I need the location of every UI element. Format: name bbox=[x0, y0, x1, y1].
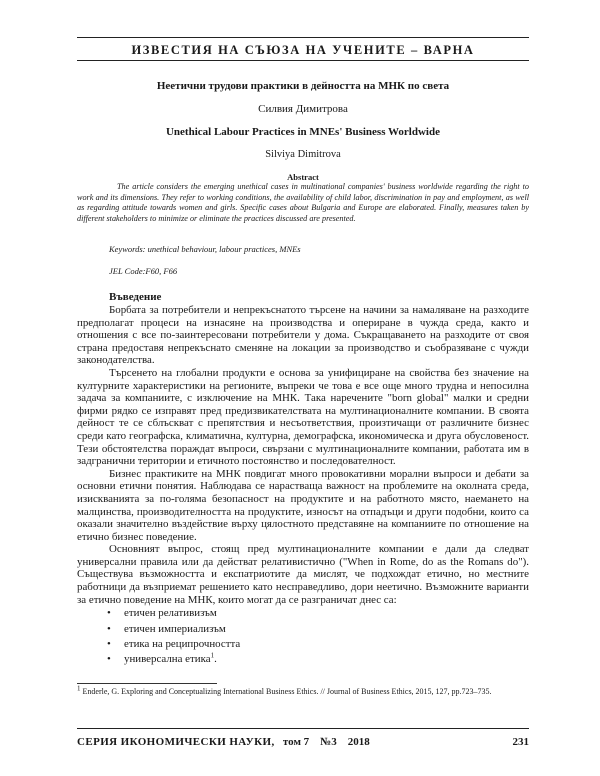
paragraph: Основният въпрос, стоящ пред мултинационалните компании е дали да следват универсални правила или да действат релативистично ("When in Rome, do as the Romans do"). Съществува възможността и експатриотите да мислят, че подхождат етично, но местните работници да възприемат решението като несправедливо, дори неетично. Възможните варианти за етично поведение на МНК, които могат да се разграничат днес са: bbox=[77, 543, 529, 606]
paragraph: Търсенето на глобални продукти е основа за унифициране на свойства без значение на културните характеристики на регионите, въпреки че това е все още много трудна и непосилна задача за компаниите, с изключение на МНК. Така наречените "born global" малки и средни фирми рядко се изправят пред предизвикателствата на мултинационалните компании. В своята дейност те се сблъскват с препятствия и несъответствия, произтичащи от различните бизнес среди като географска, климатична, културна, демографска, икономическа и друга обусловеност. Тези обстоятелства пораждат въпроси, свързани с мултинационалните компании, работата им в задгранични територии и етичното постоянство и последователност. bbox=[77, 366, 529, 468]
page-number: 231 bbox=[512, 736, 529, 748]
abstract-heading: Abstract bbox=[287, 172, 319, 182]
body-text bbox=[77, 304, 529, 668]
list-item: • етичен релативизъм bbox=[77, 606, 529, 621]
paragraph: Борбата за потребители и непрекъснатото търсене на начини за намаляване на разходите предполагат процеси на изнасяне на производства и опериране в чужда среда, както и отношения с все по-заинтересовани потребители у дома. Съкращаването на разходите от своя страна предоставя непрекъснато сменяне на локации за производство и съобразяване с чужди законодателства. bbox=[77, 304, 529, 367]
ethics-variants-list bbox=[77, 606, 529, 668]
footer-series: СЕРИЯ ИКОНОМИЧЕСКИ НАУКИ, bbox=[77, 736, 275, 748]
footnote-mark: 1 bbox=[77, 684, 81, 693]
bullet-icon: • bbox=[107, 607, 111, 620]
footnote bbox=[77, 684, 529, 698]
section-title: Въведение bbox=[109, 291, 162, 303]
footer-year: 2018 bbox=[347, 736, 370, 748]
header-bottom-rule bbox=[77, 60, 529, 61]
abstract-text: The article considers the emerging unethical cases in multinational companies' business worldwide regarding the right to work and its dimensions. They refer to working conditions, the availability of child labor, discrimination in pay and employment, as well as regarding attitude towards women and girls. Specific cases about Bulgaria and Europe are elaborated. Finally, measures taken by different stakeholders to minimize or eliminate the practices discussed are presented. bbox=[77, 182, 529, 223]
article-title-en: Unethical Labour Practices in MNEs' Business Worldwide bbox=[165, 126, 440, 138]
author-en: Silviya Dimitrova bbox=[265, 149, 341, 160]
keywords: Keywords: unethical behaviour, labour practices, MNEs bbox=[109, 244, 301, 254]
author-bg: Силвия Димитрова bbox=[258, 103, 348, 115]
footnote-rule bbox=[77, 683, 217, 684]
bullet-icon: • bbox=[107, 622, 111, 635]
footer-rule bbox=[77, 728, 529, 729]
footer-volume: том 7 bbox=[282, 736, 310, 748]
footnote-text: Enderle, G. Exploring and Conceptualizing International Business Ethics. // Journal of Business Ethics, 2015, 127, pp.723–735. bbox=[80, 687, 492, 696]
journal-header: ИЗВЕСТИЯ НА СЪЮЗА НА УЧЕНИТЕ – ВАРНА bbox=[131, 43, 475, 57]
article-title-bg: Неетични трудови практики в дейността на МНК по света bbox=[156, 80, 450, 92]
bullet-icon: • bbox=[107, 653, 111, 666]
footnote-reference[interactable]: 1 bbox=[210, 651, 215, 660]
jel-codes: JEL Code:F60, F66 bbox=[109, 266, 178, 276]
list-item: • универсална етика$^1$. bbox=[77, 652, 529, 667]
footer-issue: №3 bbox=[320, 736, 337, 748]
page-footer bbox=[77, 736, 529, 748]
list-item: • етика на реципрочността bbox=[77, 637, 529, 652]
paragraph: Бизнес практиките на МНК повдигат много провокативни морални въпроси и дебати за основни етични понятия. Наблюдава се нарастваща важност на проблемите на околната среда, изискванията за по-голяма безопасност на продуктите и на работното място, наемането на малцинства, производителността на продуктите, износът на отпадъци и други подобни, които са оказали значително въздействие върху цялостното представяне на компаниите по отношение на етично бизнес поведение. bbox=[77, 467, 529, 543]
list-item: • етичен империализъм bbox=[77, 622, 529, 637]
header-top-rule bbox=[77, 37, 529, 38]
bullet-icon: • bbox=[107, 638, 111, 651]
